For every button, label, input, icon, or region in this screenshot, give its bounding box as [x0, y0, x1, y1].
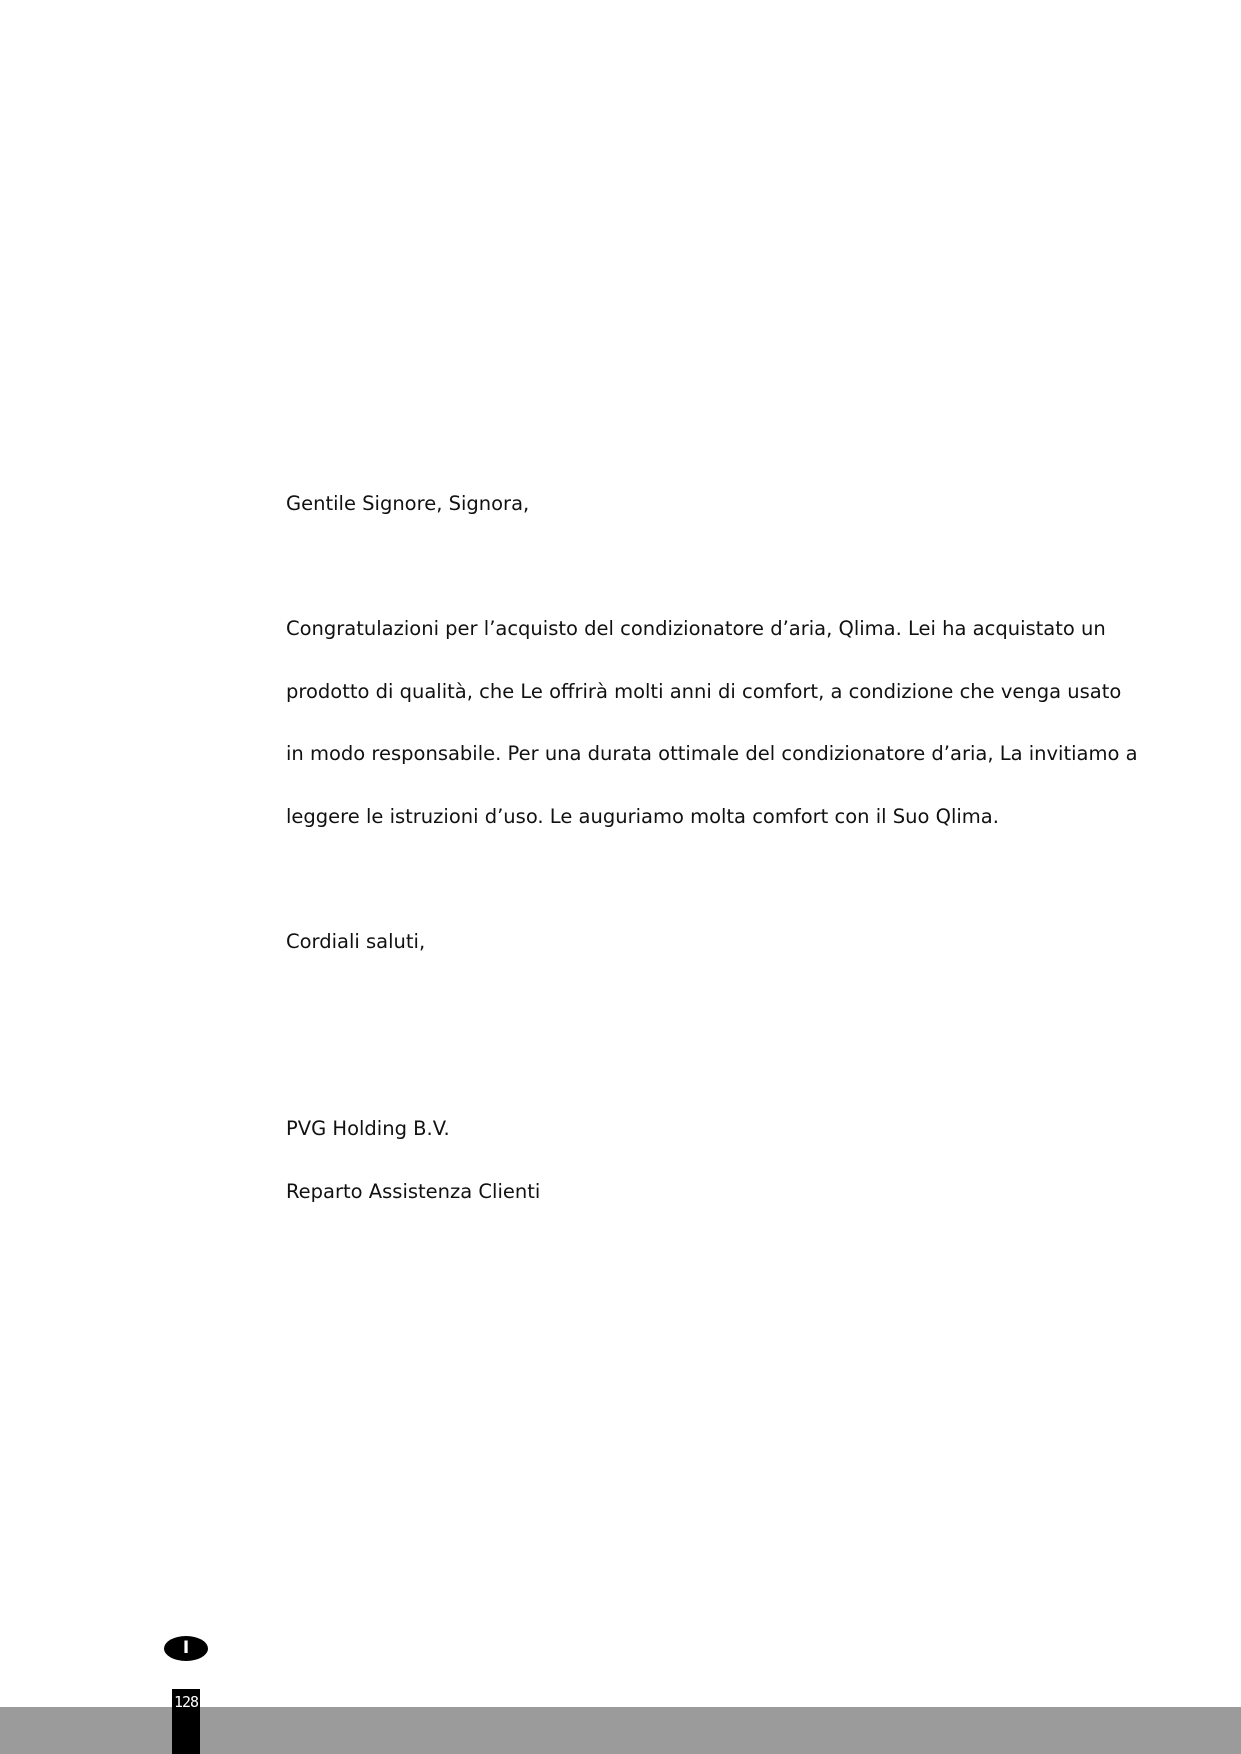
letter-body-line: prodotto di qualità, che Le offrirà molti anni di comfort, a condizione che venga usato [286, 680, 1122, 703]
page-number: 128 [173, 1693, 199, 1711]
letter-greeting: Gentile Signore, Signora, [286, 492, 530, 515]
page-number-tab [172, 1689, 200, 1754]
letter-body-line: in modo responsabile. Per una durata ottimale del condizionatore d’aria, La invitiamo a [286, 742, 1138, 765]
letter-body-line: leggere le istruzioni d’uso. Le auguriamo molta comfort con il Suo Qlima. [286, 805, 999, 828]
language-badge: I [164, 1636, 208, 1661]
letter-body-line: Congratulazioni per l’acquisto del condizionatore d’aria, Qlima. Lei ha acquistato un [286, 617, 1106, 640]
signature-department: Reparto Assistenza Clienti [286, 1180, 541, 1203]
signature-company: PVG Holding B.V. [286, 1117, 450, 1140]
letter-closing: Cordiali saluti, [286, 930, 426, 953]
